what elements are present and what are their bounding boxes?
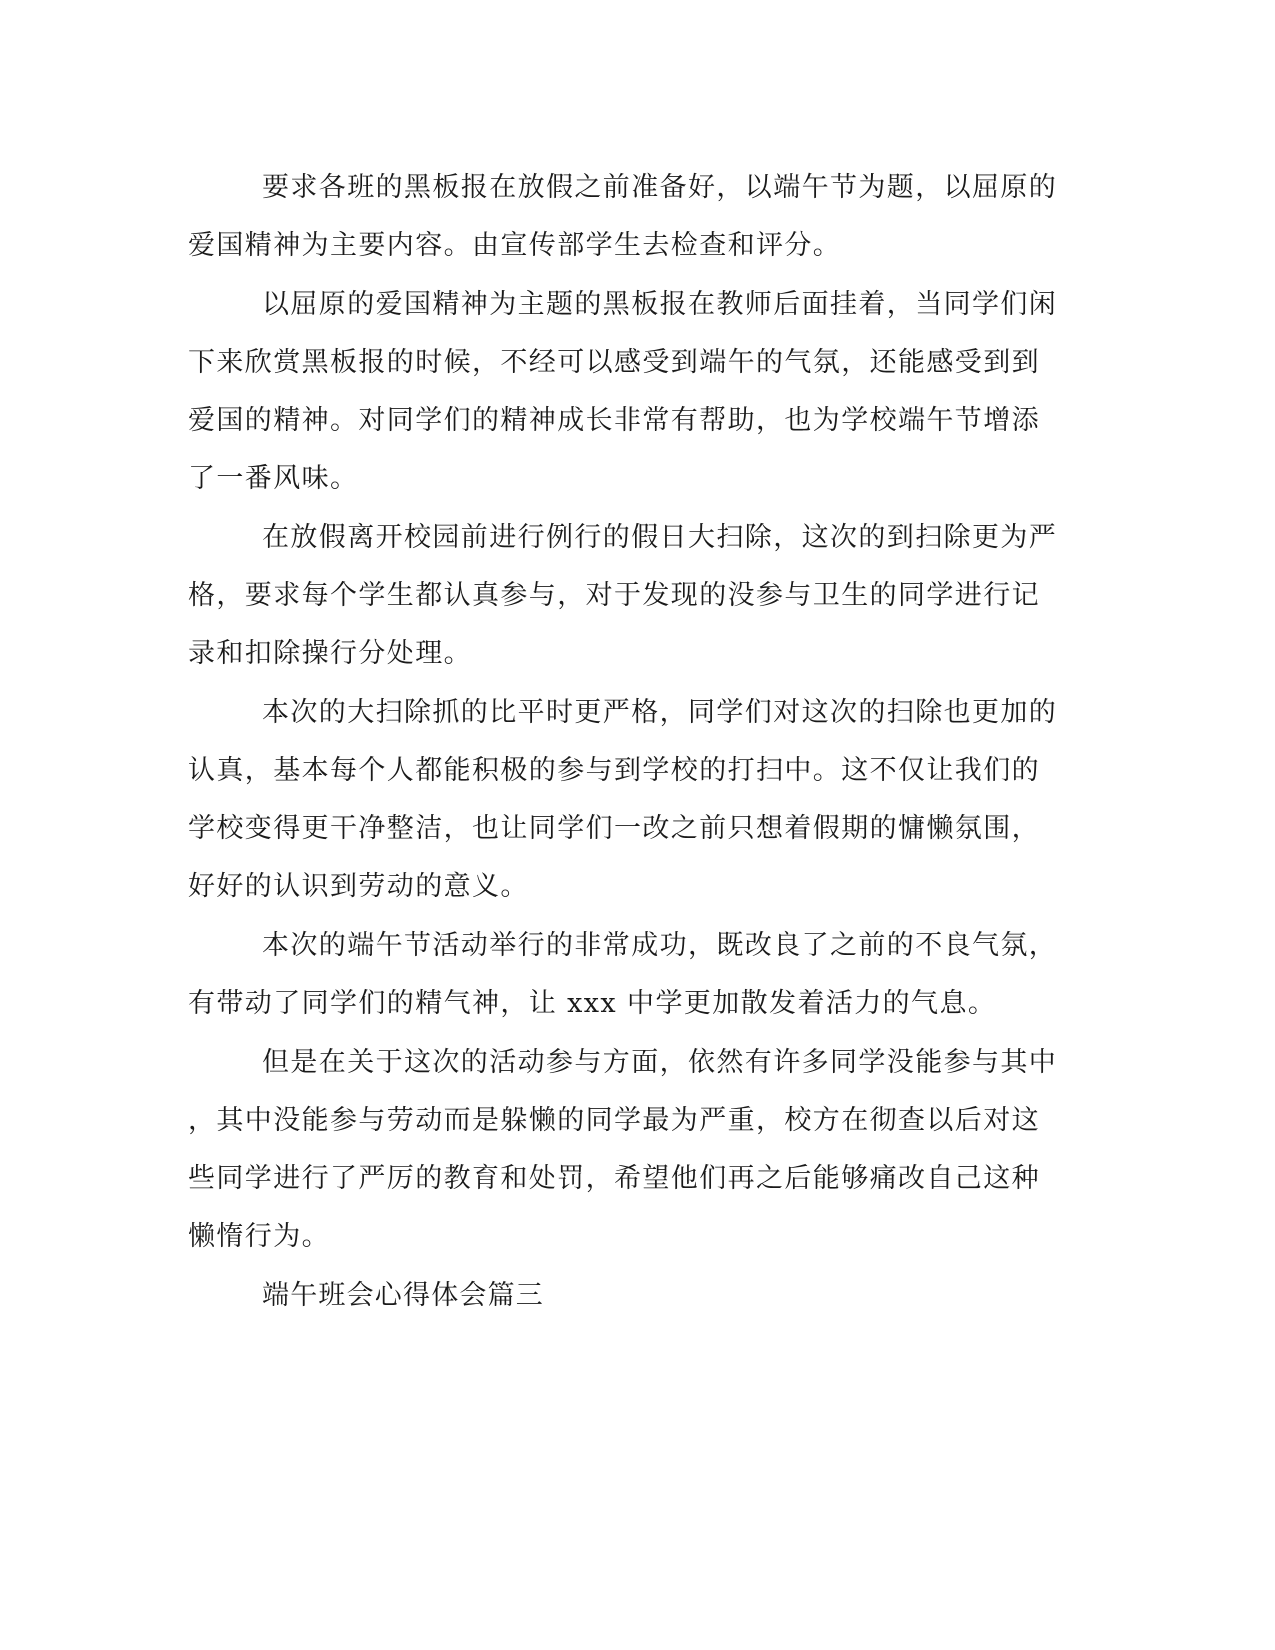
paragraph-4-line-2: 认真，基本每个人都能积极的参与到学校的打扫中。这不仅让我们的 (188, 755, 1040, 786)
paragraph-2-line-2: 下来欣赏黑板报的时候，不经可以感受到端午的气氛，还能感受到到 (188, 347, 1040, 378)
section-heading: 端午班会心得体会篇三 (262, 1280, 544, 1311)
paragraph-6-line-2: ，其中没能参与劳动而是躲懒的同学最为严重，校方在彻查以后对这 (188, 1105, 1040, 1136)
paragraph-2-line-3: 爱国的精神。对同学们的精神成长非常有帮助，也为学校端午节增添 (188, 405, 1040, 436)
paragraph-6-line-1: 但是在关于这次的活动参与方面，依然有许多同学没能参与其中 (262, 1047, 1058, 1078)
paragraph-2-line-4: 了一番风味。 (188, 463, 359, 494)
paragraph-6-line-3: 些同学进行了严厉的教育和处罚，希望他们再之后能够痛改自己这种 (188, 1163, 1040, 1194)
paragraph-1-line-2: 爱国精神为主要内容。由宣传部学生去检查和评分。 (188, 230, 842, 261)
paragraph-4-line-1: 本次的大扫除抓的比平时更严格，同学们对这次的扫除也更加的 (262, 697, 1058, 728)
paragraph-4-line-4: 好好的认识到劳动的意义。 (188, 871, 529, 902)
paragraph-3-line-1: 在放假离开校园前进行例行的假日大扫除，这次的到扫除更为严 (262, 522, 1058, 553)
paragraph-4-line-3: 学校变得更干净整洁，也让同学们一改之前只想着假期的慵懒氛围， (188, 813, 1040, 844)
paragraph-6-line-4: 懒惰行为。 (188, 1221, 330, 1252)
paragraph-2-line-1: 以屈原的爱国精神为主题的黑板报在教师后面挂着，当同学们闲 (262, 289, 1058, 320)
paragraph-1-line-1: 要求各班的黑板报在放假之前准备好，以端午节为题，以屈原的 (262, 172, 1058, 203)
paragraph-3-line-3: 录和扣除操行分处理。 (188, 638, 472, 669)
paragraph-5-line-1: 本次的端午节活动举行的非常成功，既改良了之前的不良气氛， (262, 930, 1058, 961)
paragraph-3-line-2: 格，要求每个学生都认真参与，对于发现的没参与卫生的同学进行记 (188, 580, 1040, 611)
paragraph-5-line-2: 有带动了同学们的精气神，让 xxx 中学更加散发着活力的气息。 (188, 988, 997, 1019)
